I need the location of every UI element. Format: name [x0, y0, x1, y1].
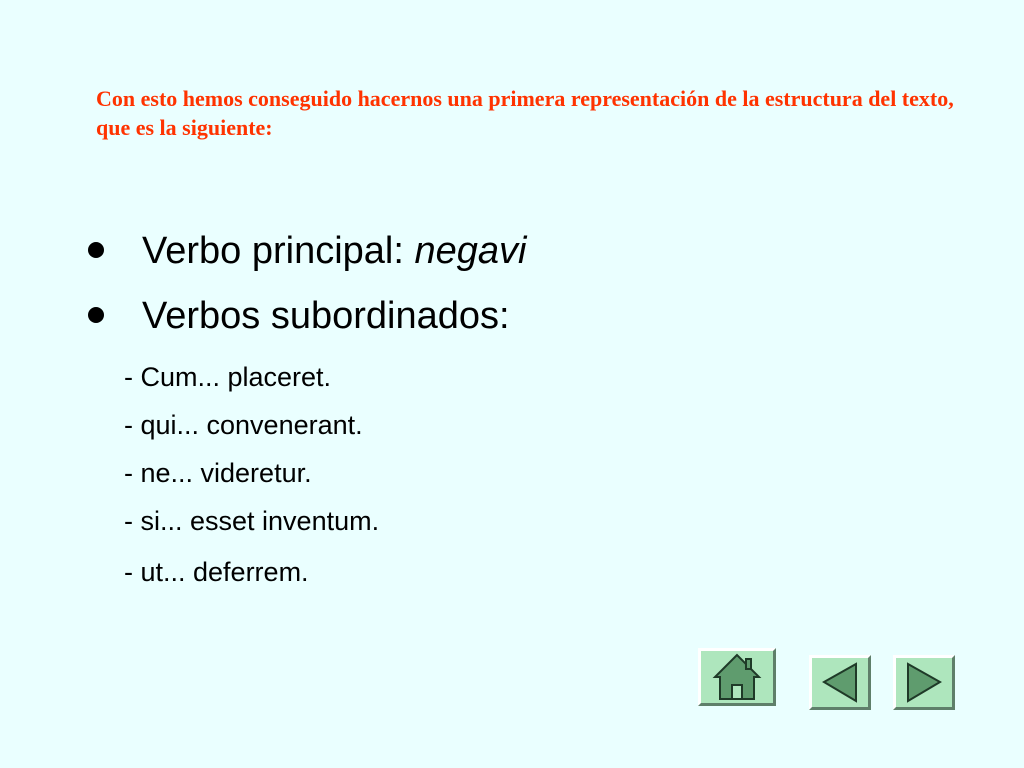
subordinate-item: - Cum... placeret.	[124, 362, 332, 392]
bullet-main-verb-label: Verbo principal:	[142, 230, 415, 272]
bullet-main-verb-value: negavi	[414, 230, 527, 272]
subordinate-item: - ne... videretur.	[124, 458, 312, 488]
triangle-right-icon	[896, 658, 952, 707]
bullet-main-verb	[88, 230, 526, 273]
bullet-dot-icon	[88, 307, 104, 323]
bullet-subordinate-verbs	[88, 295, 510, 338]
bullet-dot-icon	[88, 242, 104, 258]
subordinate-item: - qui... convenerant.	[124, 410, 363, 440]
subordinate-item: - si... esset inventum.	[124, 506, 380, 536]
slide-heading: Con esto hemos conseguido hacernos una primera representación de la estructura del texto, que es la siguiente:	[96, 86, 954, 140]
home-icon	[701, 651, 773, 703]
bullet-subordinate-verbs-label: Verbos subordinados:	[142, 295, 510, 337]
subordinate-item: - ut... deferrem.	[124, 557, 309, 587]
next-slide-button[interactable]	[893, 655, 955, 710]
previous-slide-button[interactable]	[809, 655, 871, 710]
home-button[interactable]	[698, 648, 776, 706]
triangle-left-icon	[812, 658, 868, 707]
